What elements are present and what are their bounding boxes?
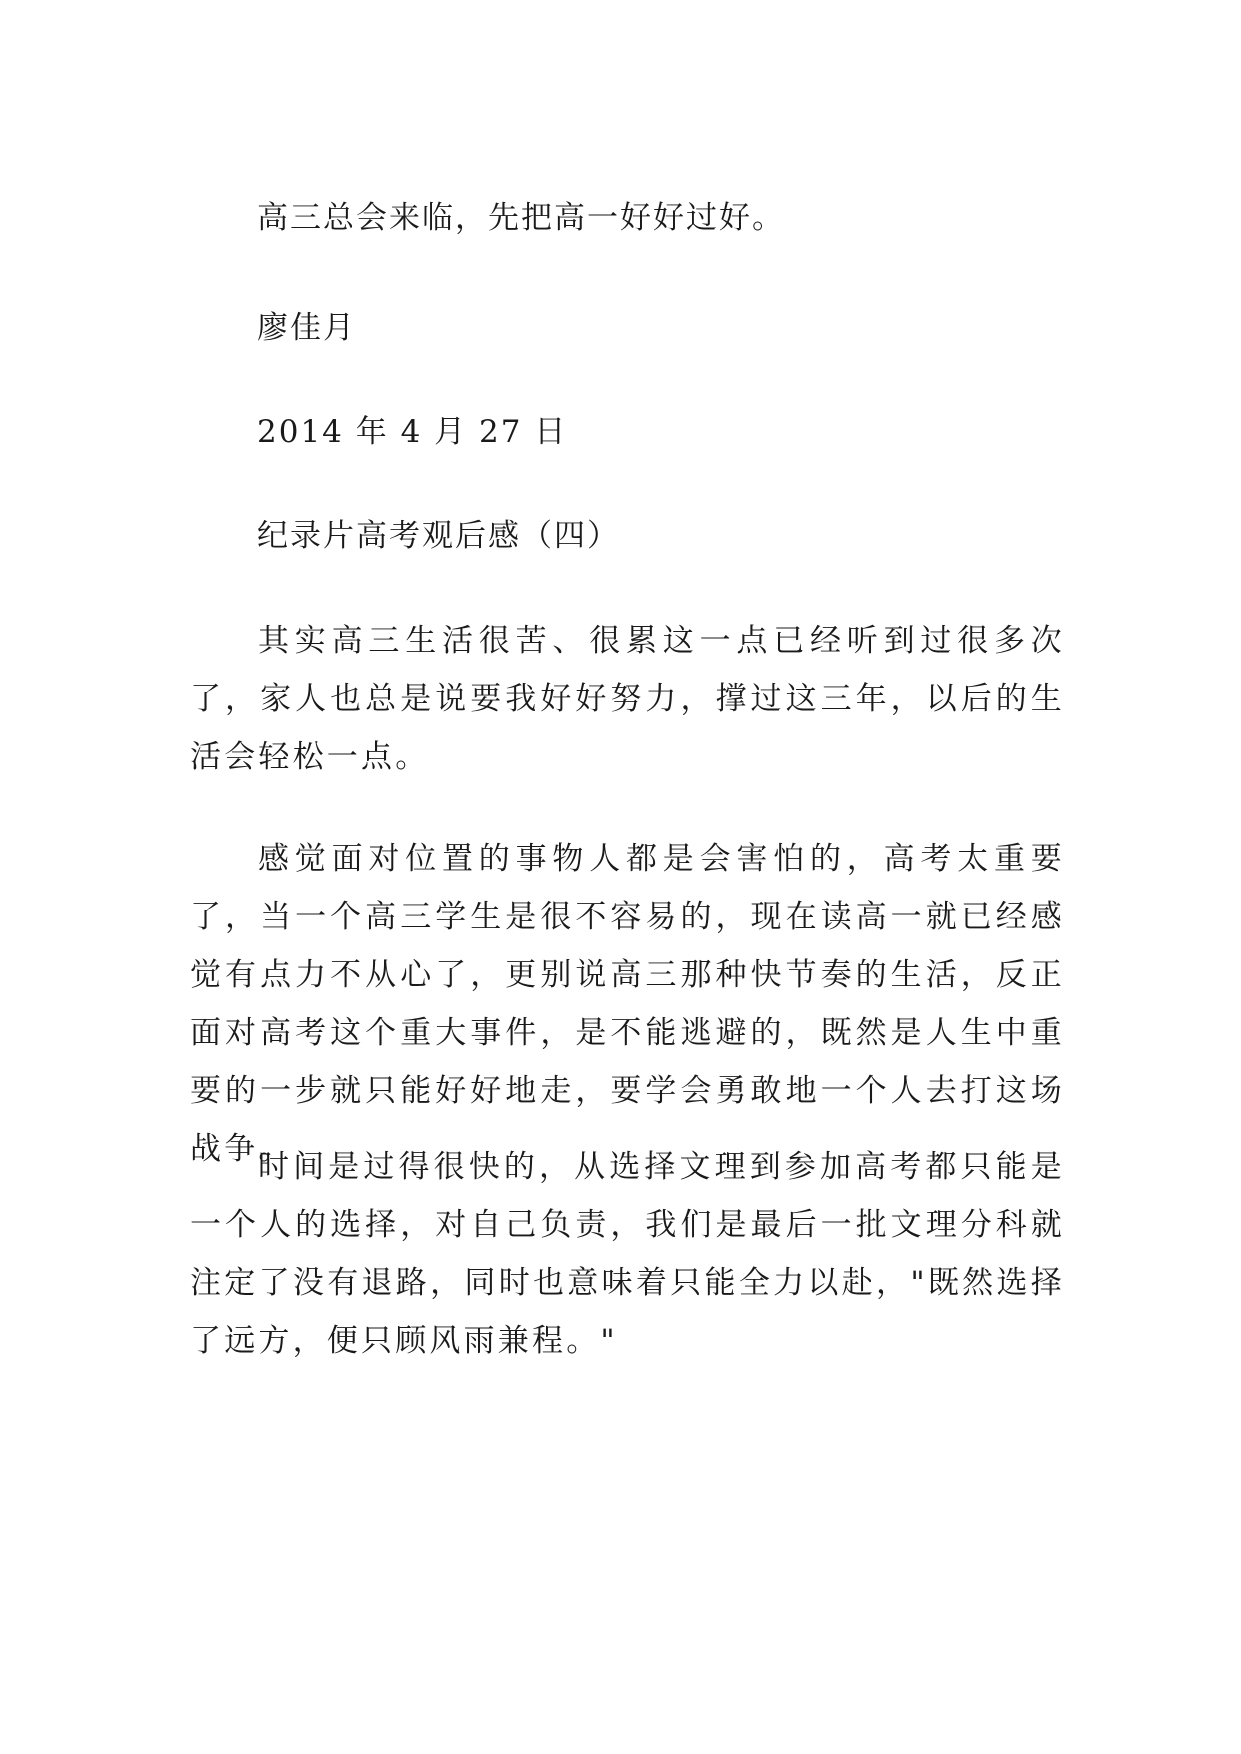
author-name: 廖佳月 bbox=[257, 310, 356, 346]
paragraph-2: 感觉面对位置的事物人都是会害怕的，高考太重要了，当一个高三学生是很不容易的，现在读高一就已经感觉有点力不从心了，更别说高三那种快节奏的生活，反正面对高考这个重大事件，是不能逃避的，既然是人生中重要的一步就只能好好地走，要学会勇敢地一个人去打这场战争。 bbox=[190, 841, 1065, 1167]
section-title: 纪录片高考观后感（四） bbox=[257, 518, 620, 554]
paragraph-1: 其实高三生活很苦、很累这一点已经听到过很多次了，家人也总是说要我好好努力，撑过这三年，以后的生活会轻松一点。 bbox=[190, 623, 1065, 775]
closing-sentence: 高三总会来临，先把高一好好过好。 bbox=[257, 200, 785, 236]
date-line: 2014 年 4 月 27 日 bbox=[257, 414, 568, 450]
paragraph-3: 时间是过得很快的，从选择文理到参加高考都只能是一个人的选择，对自己负责，我们是最后一批文理分科就注定了没有退路，同时也意味着只能全力以赴，"既然选择了远方，便只顾风雨兼程。" bbox=[190, 1149, 1065, 1359]
